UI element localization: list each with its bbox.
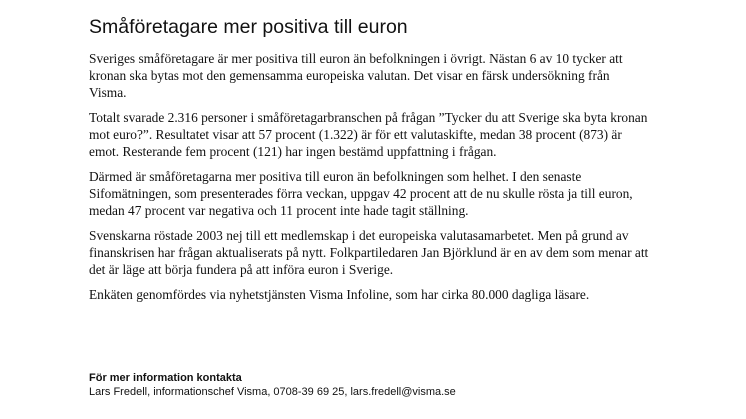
contact-heading: För mer information kontakta — [89, 372, 242, 384]
article-paragraph: Totalt svarade 2.316 personer i småföretagarbranschen på frågan ”Tycker du att Sverige ska byta kronan mot euro?”. Resultatet visar att 57 procent (1.322) är för ett valutaskifte, medan 38 procent (873) är emot. Resterande fem procent (121) har ingen bestämd uppfattning i frågan. — [89, 110, 648, 159]
article-title: Småföretagare mer positiva till euron — [89, 16, 408, 38]
contact-info — [89, 371, 649, 399]
article-paragraph: Enkäten genomfördes via nyhetstjänsten Visma Infoline, som har cirka 80.000 dagliga läsare. — [89, 287, 590, 302]
article-body — [89, 50, 649, 311]
article-paragraph: Därmed är småföretagarna mer positiva till euron än befolkningen som helhet. I den senaste Sifomätningen, som presenterades förra veckan, uppgav 42 procent att de nu skulle rösta ja till euron, medan 47 procent var negativa och 11 procent inte hade tagit ställning. — [89, 169, 633, 218]
article-paragraph: Svenskarna röstade 2003 nej till ett medlemskap i det europeiska valutasamarbetet. Men på grund av finanskrisen har frågan aktualiserats på nytt. Folkpartiledaren Jan Björklund är en av dem som menar att det är läge att börja fundera på att införa euron i Sverige. — [89, 228, 649, 277]
article-paragraph: Sveriges småföretagare är mer positiva till euron än befolkningen i övrigt. Nästan 6 av 10 tycker att kronan ska bytas mot den gemensamma europeiska valutan. Det visar en färsk undersökning från Visma. — [89, 51, 623, 100]
contact-details: Lars Fredell, informationschef Visma, 0708-39 69 25, lars.fredell@visma.se — [89, 386, 456, 398]
